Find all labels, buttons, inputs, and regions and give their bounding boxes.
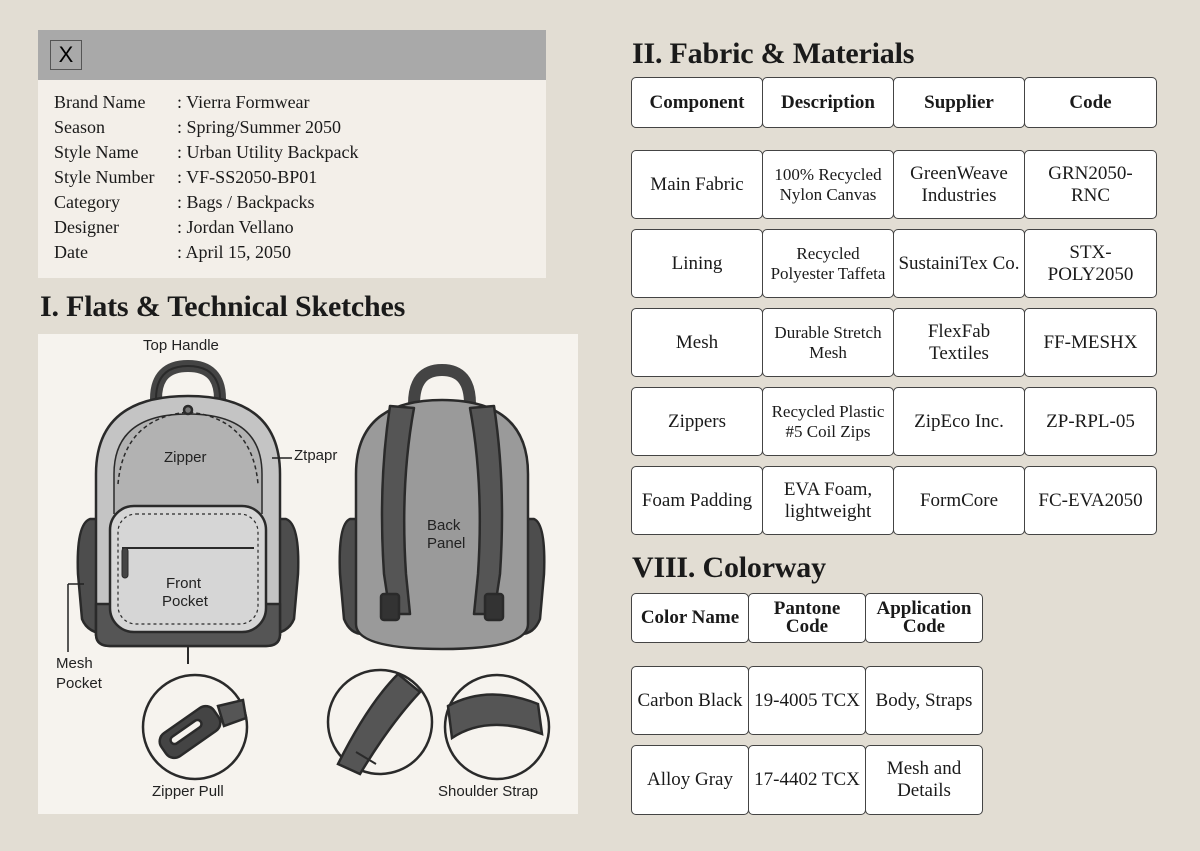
materials-cell: Main Fabric (631, 150, 763, 219)
colorway-cell: 17-4402 TCX (748, 745, 866, 815)
colorway-cell: Carbon Black (631, 666, 749, 735)
info-rows (54, 90, 358, 265)
label-back-panel-2: Panel (427, 535, 466, 552)
materials-cell: Mesh (631, 308, 763, 377)
materials-header-cell: Code (1024, 77, 1157, 128)
front-view-backpack (78, 366, 299, 664)
materials-cell: FF-MESHX (1024, 308, 1157, 377)
label-mesh-pocket-1: Mesh (56, 655, 93, 672)
sketches-section-title: I. Flats & Technical Sketches (40, 290, 406, 323)
info-row-style-name (54, 140, 358, 165)
materials-cell: FC-EVA2050 (1024, 466, 1157, 535)
colorway-cell: 19-4005 TCX (748, 666, 866, 735)
materials-cell: GRN2050-RNC (1024, 150, 1157, 219)
info-value: : Urban Utility Backpack (177, 142, 359, 162)
materials-cell: 100% Recycled Nylon Canvas (762, 150, 894, 219)
materials-cell: SustainiTex Co. (893, 229, 1025, 298)
info-row-category (54, 190, 358, 215)
info-row-season (54, 115, 358, 140)
info-value: : Jordan Vellano (177, 217, 294, 237)
materials-cell: ZP-RPL-05 (1024, 387, 1157, 456)
materials-cell: Recycled Plastic #5 Coil Zips (762, 387, 894, 456)
shoulder-strap-detail-2 (445, 675, 549, 779)
materials-header-cell: Description (762, 77, 894, 128)
materials-cell: Lining (631, 229, 763, 298)
info-key: Brand Name (54, 92, 146, 112)
info-row-brand (54, 90, 358, 115)
materials-header-cell: Supplier (893, 77, 1025, 128)
label-shoulder-strap: Shoulder Strap (438, 783, 539, 800)
materials-cell: FlexFab Textiles (893, 308, 1025, 377)
colorway-header-cell: Pantone Code (748, 593, 866, 643)
info-card-titlebar (38, 30, 546, 80)
backpack-sketch-illustration (38, 334, 578, 814)
colorway-section-title: VIII. Colorway (632, 551, 826, 584)
info-key: Date (54, 242, 88, 262)
label-zipper-pull: Zipper Pull (152, 783, 224, 800)
sketch-panel (38, 334, 578, 814)
materials-cell: FormCore (893, 466, 1025, 535)
info-value: : Vierra Formwear (177, 92, 310, 112)
materials-cell: Foam Padding (631, 466, 763, 535)
info-row-designer (54, 215, 358, 240)
colorway-cell: Body, Straps (865, 666, 983, 735)
materials-header-cell: Component (631, 77, 763, 128)
label-ztpapr: Ztpapr (294, 447, 338, 464)
colorway-cell: Mesh and Details (865, 745, 983, 815)
zipper-pull-detail (143, 675, 247, 779)
info-key: Category (54, 192, 120, 212)
info-key: Designer (54, 217, 119, 237)
shoulder-strap-detail-1 (328, 670, 432, 774)
back-view-backpack (340, 370, 545, 649)
label-back-panel-1: Back (427, 517, 461, 534)
label-front-pocket-1: Front (166, 575, 202, 592)
info-row-style-number (54, 165, 358, 190)
materials-cell: Zippers (631, 387, 763, 456)
materials-cell: Recycled Polyester Taffeta (762, 229, 894, 298)
colorway-header-cell: Color Name (631, 593, 749, 643)
materials-cell: ZipEco Inc. (893, 387, 1025, 456)
spec-info-card (38, 30, 546, 278)
materials-cell: EVA Foam, lightweight (762, 466, 894, 535)
label-top-handle: Top Handle (143, 337, 219, 354)
info-value: : VF-SS2050-BP01 (177, 167, 318, 187)
colorway-header-cell: Application Code (865, 593, 983, 643)
materials-cell: STX-POLY2050 (1024, 229, 1157, 298)
info-value: : April 15, 2050 (177, 242, 292, 262)
info-value: : Bags / Backpacks (177, 192, 315, 212)
colorway-cell: Alloy Gray (631, 745, 749, 815)
label-front-pocket-2: Pocket (162, 593, 208, 610)
info-key: Style Name (54, 142, 139, 162)
label-mesh-pocket-2: Pocket (56, 675, 102, 692)
info-row-date (54, 240, 358, 265)
label-zipper: Zipper (164, 449, 207, 466)
materials-section-title: II. Fabric & Materials (632, 37, 915, 70)
materials-cell: Durable Stretch Mesh (762, 308, 894, 377)
info-key: Season (54, 117, 105, 137)
close-button[interactable]: X (50, 40, 82, 70)
materials-cell: GreenWeave Industries (893, 150, 1025, 219)
info-value: : Spring/Summer 2050 (177, 117, 342, 137)
info-key: Style Number (54, 167, 155, 187)
